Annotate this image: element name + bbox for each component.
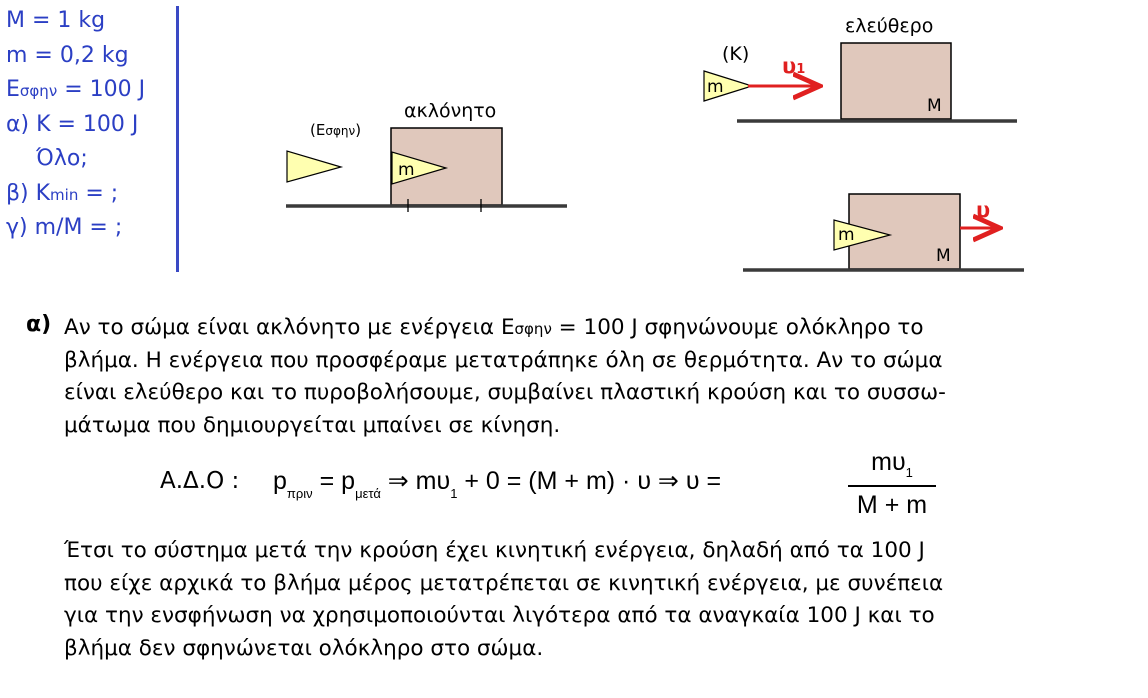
paragraph-1-line-3: είναι ελεύθερο και το πυροβολήσουμε, συμβαίνει πλαστική κρούση και το συσσω-: [64, 380, 946, 405]
given-question-c: γ) m/M = ;: [6, 215, 123, 240]
given-question-a: α) K = 100 J: [6, 112, 139, 137]
paragraph-1-line-4: μάτωμα που δημιουργείται μπαίνει σε κίνηση.: [64, 413, 561, 438]
fixed-body-label: ακλόνητο: [404, 100, 497, 122]
free-body-label: ελεύθερο: [845, 15, 934, 37]
paragraph-1-line-1: Αν το σώμα είναι ακλόνητο με ενέργεια Eσφην = 100 J σφηνώνουμε ολόκληρο το: [64, 315, 924, 340]
block-M-label-after: M: [936, 246, 951, 266]
part-a-marker: α): [26, 312, 52, 337]
bullet-m-label-after: m: [838, 225, 855, 245]
bullet-m-label-fixed: m: [398, 160, 415, 180]
given-m: m = 0,2 kg: [6, 43, 129, 68]
given-question-b: β) Kmin = ;: [6, 181, 119, 206]
paragraph-1-line-2: βλήμα. Η ενέργεια που προσφέραμε μετατράπηκε όλη σε θερμότητα. Αν το σώμα: [64, 348, 943, 373]
fixed-energy-label: (Eσφην): [310, 121, 362, 139]
fraction-denominator: M + m: [856, 491, 928, 519]
paragraph-2-line-1: Έτσι το σύστημα μετά την κρούση έχει κινητική ενέργεια, δηλαδή από τα 100 J: [64, 538, 925, 563]
bullet-shape-fixed-scene: [287, 151, 341, 182]
fraction-numerator: $m\upsilon_1$: [871, 448, 913, 480]
paragraph-2-line-3: για την ενσφήνωση να χρησιμοποιούνται λιγότερα από τα αναγκαία 100 J και το: [64, 603, 935, 628]
equation-label: Α.Δ.Ο :: [160, 468, 240, 494]
given-M: M = 1 kg: [6, 8, 106, 33]
given-energy: Eσφην = 100 J: [6, 77, 146, 102]
paragraph-2-line-4: βλήμα δεν σφηνώνεται ολόκληρο στο σώμα.: [64, 636, 544, 661]
fraction-bar: [848, 485, 936, 487]
kinetic-K-label: (K): [722, 43, 750, 65]
momentum-equation: $p_{\pi\rho\iota\nu} = p_{\mu\varepsilon\tau ά}$ ⇒ $m\upsilon_1 + 0 = (M + m) \cdot \upsilon$ ⇒ υ =: [273, 467, 722, 501]
block-M-label-free: M: [927, 96, 942, 116]
velocity-u-label: υ: [976, 198, 991, 222]
velocity-u1-label: υ1: [782, 54, 806, 78]
given-question-a-whole: Όλο;: [36, 146, 88, 171]
paragraph-2-line-2: που είχε αρχικά το βλήμα μέρος μετατρέπεται σε κινητική ενέργεια, με συνέπεια: [64, 571, 944, 596]
bullet-m-label-free: m: [707, 77, 724, 97]
